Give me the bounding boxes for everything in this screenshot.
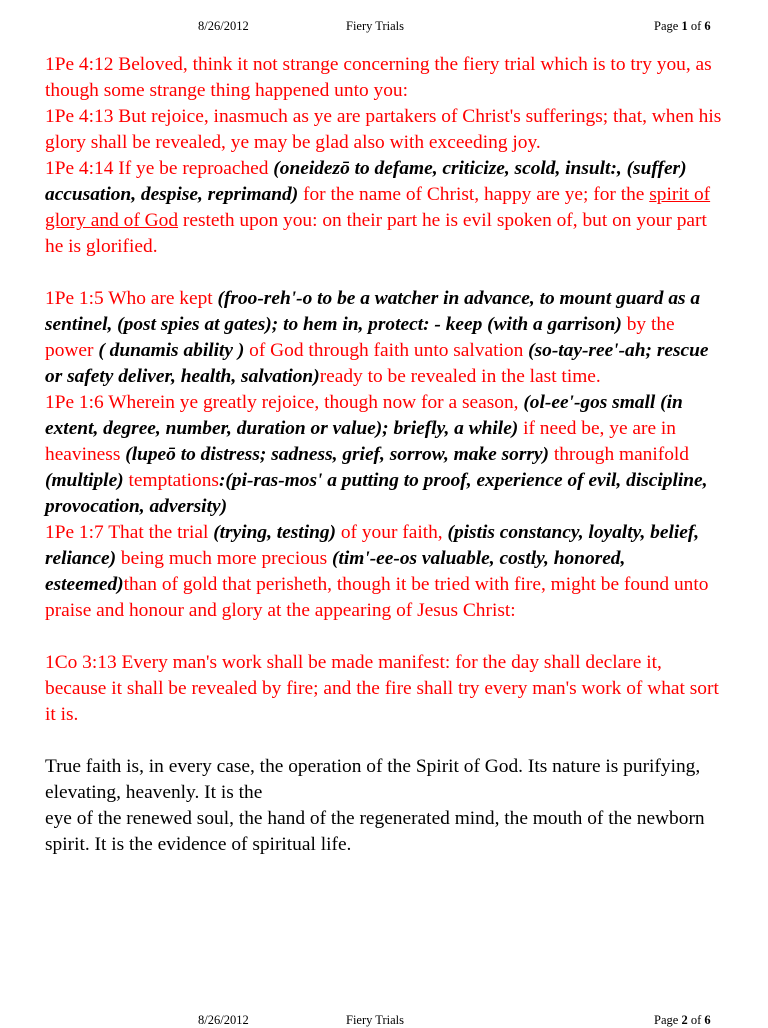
page-header [0, 18, 768, 34]
verse-1pe-4-13: 1Pe 4:13 But rejoice, inasmuch as ye are partakers of Christ's sufferings; that, when his glory shall be revealed, ye may be glad also with exceeding joy. [45, 106, 722, 153]
header-title: Fiery Trials [346, 19, 405, 33]
verse-1co-3-13: 1Co 3:13 Every man's work shall be made manifest: for the day shall declare it, because it shall be revealed by fire; and the fire shall try every man's work of what sort it is. [45, 652, 719, 725]
commentary-line-1: True faith is, in every case, the operation of the Spirit of God. Its nature is purifying, elevating, heavenly. It is the [45, 756, 701, 803]
verse-1pe-1-5: 1Pe 1:5 Who are kept (froo-reh'-o to be a watcher in advance, to mount guard as a sentinel, (post spies at gates); to hem in, protect: - keep (with a garrison) by the power ( dunamis ability ) of God through faith unto salvation (so-tay-ree'-ah; rescue or safety deliver, health, salvation)ready to be revealed in the last time. [45, 288, 709, 387]
verse-1pe-1-7: 1Pe 1:7 That the trial (trying, testing) of your faith, (pistis constancy, loyalty, belief, reliance) being much more precious (tim'-ee-os valuable, costly, honored, esteemed)than of gold that perisheth, though it be tried with fire, might be found unto praise and honour and glory at the appearing of Jesus Christ: [45, 522, 709, 621]
verse-1pe-4-12: 1Pe 4:12 Beloved, think it not strange concerning the fiery trial which is to try you, as though some strange thing happened unto you: [45, 54, 712, 101]
underlined-phrase: spirit of glory and of God [45, 184, 711, 231]
header-page-number: Page 1 of 6 [654, 19, 711, 33]
header-date: 8/26/2012 [198, 19, 249, 33]
header-date: 8/26/2012 [198, 1013, 249, 1027]
next-page-header [0, 1012, 768, 1028]
header-title: Fiery Trials [346, 1013, 405, 1027]
header-page-number: Page 2 of 6 [654, 1013, 711, 1027]
document-body [45, 52, 725, 858]
verse-1pe-1-6: 1Pe 1:6 Wherein ye greatly rejoice, though now for a season, (ol-ee'-gos small (in extent, degree, number, duration or value); briefly, a while) if need be, ye are in heaviness (lupeō to distress; sadness, grief, sorrow, make sorry) through manifold (multiple) temptations:(pi-ras-mos' a putting to proof, experience of evil, discipline, provocation, adversity) [45, 392, 708, 517]
commentary-line-2: eye of the renewed soul, the hand of the regenerated mind, the mouth of the newborn spirit. It is the evidence of spiritual life. [45, 808, 705, 855]
word-study-note: (oneidezō to defame, criticize, scold, insult:, (suffer) accusation, despise, reprimand) [45, 158, 687, 205]
verse-1pe-4-14: 1Pe 4:14 If ye be reproached (oneidezō to defame, criticize, scold, insult:, (suffer) accusation, despise, reprimand) for the name of Christ, happy are ye; for the spirit of glory and of God resteth upon you: on their part he is evil spoken of, but on your part he is glorified. [45, 158, 711, 257]
